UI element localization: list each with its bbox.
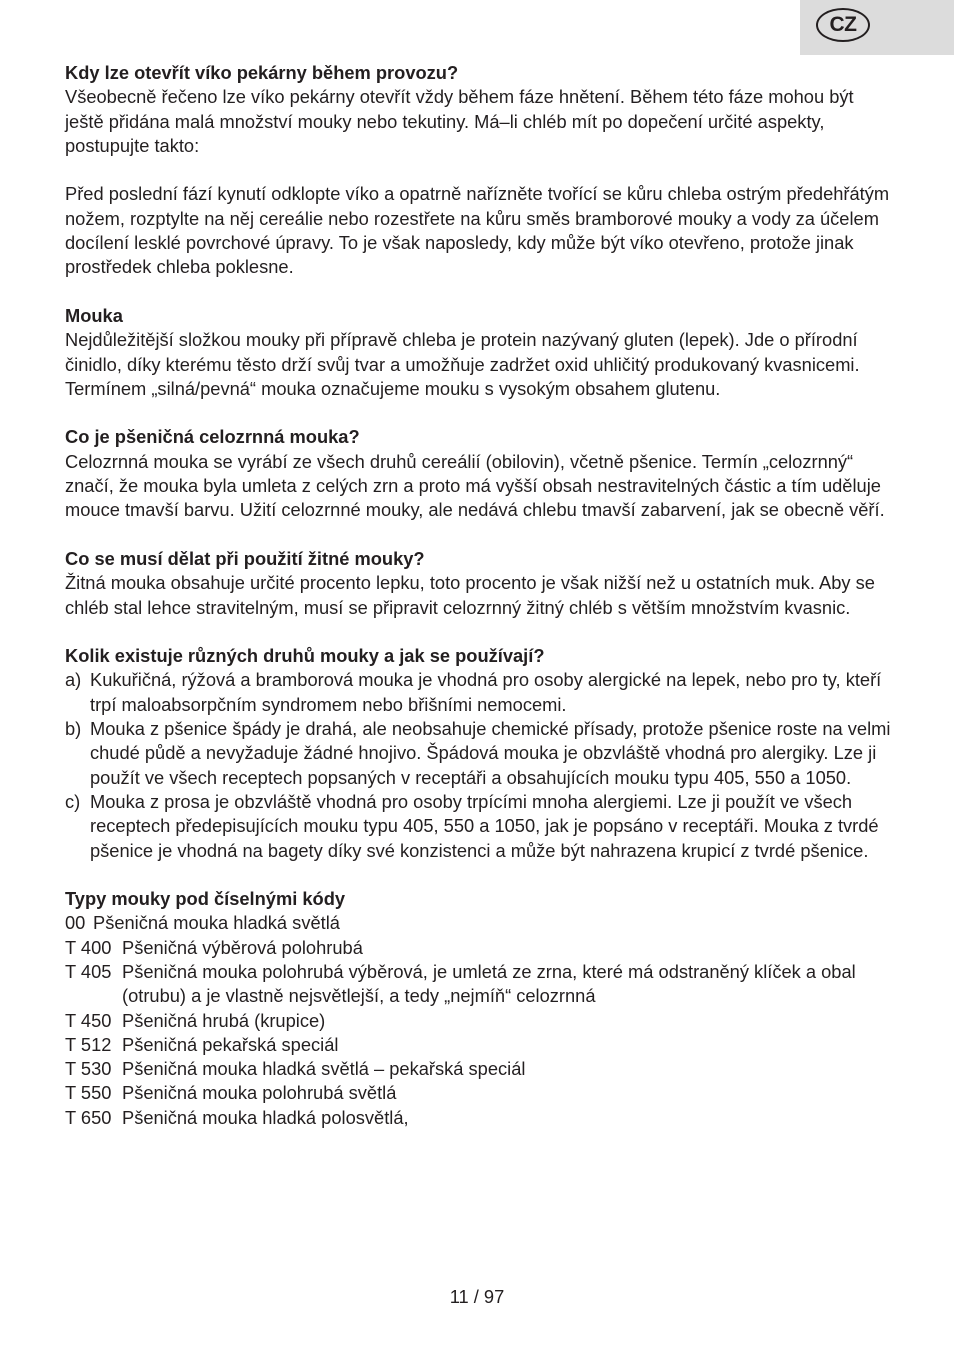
flour-type-code: T 450	[65, 1009, 112, 1031]
list-item	[65, 936, 893, 960]
flour-kinds-list	[65, 668, 893, 862]
flour-type-text: Pšeničná mouka hladká světlá – pekařská speciál	[122, 1058, 526, 1080]
list-marker: b)	[65, 718, 82, 740]
list-item	[65, 1057, 893, 1081]
flour-type-code: T 512	[65, 1033, 112, 1055]
section-title-kinds: Kolik existuje různých druhů mouky a jak se používají?	[65, 645, 545, 667]
flour-type-text: Pšeničná mouka hladká polosvětlá,	[122, 1106, 409, 1128]
list-item	[65, 717, 893, 790]
paragraph: Před poslední fází kynutí odklopte víko a opatrně nařízněte tvořící se kůru chleba ostrým předehřátým nožem, rozptylte na něj cereálie nebo rozestřete na kůru směs bramborové mouky a vody za účelem docílení lesklé povrchové úpravy. To je však naposledy, kdy může být víko otevřeno, protože jinak prostředek chleba poklesne.	[65, 183, 890, 278]
list-item	[65, 1106, 893, 1130]
list-item-text: Mouka z pšenice špády je drahá, ale neobsahuje chemické přísady, protože pšenice roste na velmi chudé půdě a nevyžaduje žádné hnojivo. Špádová mouka je obzvláště vhodná pro alergiky. Lze ji použít ve všech receptech popsaných v receptáři a obsahujících mouku typu 405, 550 a 1050.	[90, 718, 891, 788]
flour-type-code: 00	[65, 912, 86, 934]
list-item	[65, 960, 893, 1009]
language-tab	[800, 0, 954, 55]
paragraph: Celozrnná mouka se vyrábí ze všech druhů cereálií (obilovin), včetně pšenice. Termín „celozrnný“ značí, že mouka byla umleta z celých zrn a proto má vyšší obsah nestravitelných částic a tím uděluje mouce tmavší barvu. Užití celozrnné mouky, ale nedává chlebu tmavší zabarvení, jak se obecně věří.	[65, 450, 885, 521]
list-item	[65, 911, 893, 935]
section-title-lid: Kdy lze otevřít víko pekárny během provozu?	[65, 62, 459, 83]
list-item-text: Kukuřičná, rýžová a bramborová mouka je vhodná pro osoby alergické na lepek, nebo pro ty, kteří trpí maloabsorpčním syndromem nebo břišními nemocemi.	[90, 669, 882, 715]
flour-type-code: T 650	[65, 1106, 112, 1128]
flour-type-text: Pšeničná hrubá (krupice)	[122, 1009, 326, 1031]
flour-type-text: Pšeničná výběrová polohrubá	[122, 936, 363, 958]
flour-type-text: Pšeničná mouka polohrubá světlá	[122, 1082, 397, 1104]
list-item-text: Mouka z prosa je obzvláště vhodná pro osoby trpícími mnoha alergiemi. Lze ji použít ve všech receptech předepisujících mouku typu 405, 550 a 1050, jak je popsáno v receptáři. Mouka z tvrdé pšenice je vhodná na bagety díky své konzistenci a může být nahrazena krupicí z tvrdé pšenice.	[90, 790, 879, 861]
section-title-flour: Mouka	[65, 304, 123, 326]
list-item	[65, 1081, 893, 1105]
paragraph: Nejdůležitější složkou mouky při přípravě chleba je protein nazývaný gluten (lepek). Jde o přírodní činidlo, díky kterému těsto drží svůj tvar a umožňuje zadržet oxid uhličitý produkovaný kvasnicemi. Termínem „silná/pevná“ mouka označujeme mouku s vysokým obsahem glutenu.	[65, 329, 860, 399]
flour-type-code: T 400	[65, 936, 112, 958]
list-item	[65, 1033, 893, 1057]
page-number: 11 / 97	[449, 1286, 505, 1307]
flour-types-list	[65, 911, 893, 1130]
list-item	[65, 790, 893, 863]
flour-type-text: Pšeničná mouka hladká světlá	[93, 912, 340, 934]
flour-type-code: T 530	[65, 1058, 112, 1080]
flour-type-code: T 550	[65, 1082, 112, 1104]
paragraph: Žitná mouka obsahuje určité procento lepku, toto procento je však nižší než u ostatních muk. Aby se chléb stal lehce stravitelným, musí se připravit celozrnný žitný chléb s větším množstvím kvasnic.	[65, 572, 875, 618]
list-marker: c)	[65, 790, 81, 812]
flour-type-code: T 405	[65, 960, 112, 982]
paragraph: Všeobecně řečeno lze víko pekárny otevřít vždy během fáze hnětení. Během této fáze mohou být ještě přidána malá množství mouky nebo tekutiny. Má–li chléb mít po dopečení určité aspekty, postupujte takto:	[65, 86, 854, 156]
document-body	[65, 61, 893, 1130]
section-title-rye: Co se musí dělat při použití žitné mouky?	[65, 547, 425, 569]
section-title-types: Typy mouky pod číselnými kódy	[65, 888, 346, 910]
flour-type-text: Pšeničná mouka polohrubá výběrová, je umletá ze zrna, které má odstraněný klíček a obal (otrubu) a je vlastně nejsvětlejší, a tedy „nejmíň“ celozrnná	[122, 960, 856, 1007]
list-item	[65, 1009, 893, 1033]
section-title-wholemeal: Co je pšeničná celozrnná mouka?	[65, 426, 360, 448]
flour-type-text: Pšeničná pekařská speciál	[122, 1033, 339, 1055]
list-marker: a)	[65, 669, 82, 691]
list-item	[65, 668, 893, 717]
language-badge: CZ	[816, 8, 870, 42]
